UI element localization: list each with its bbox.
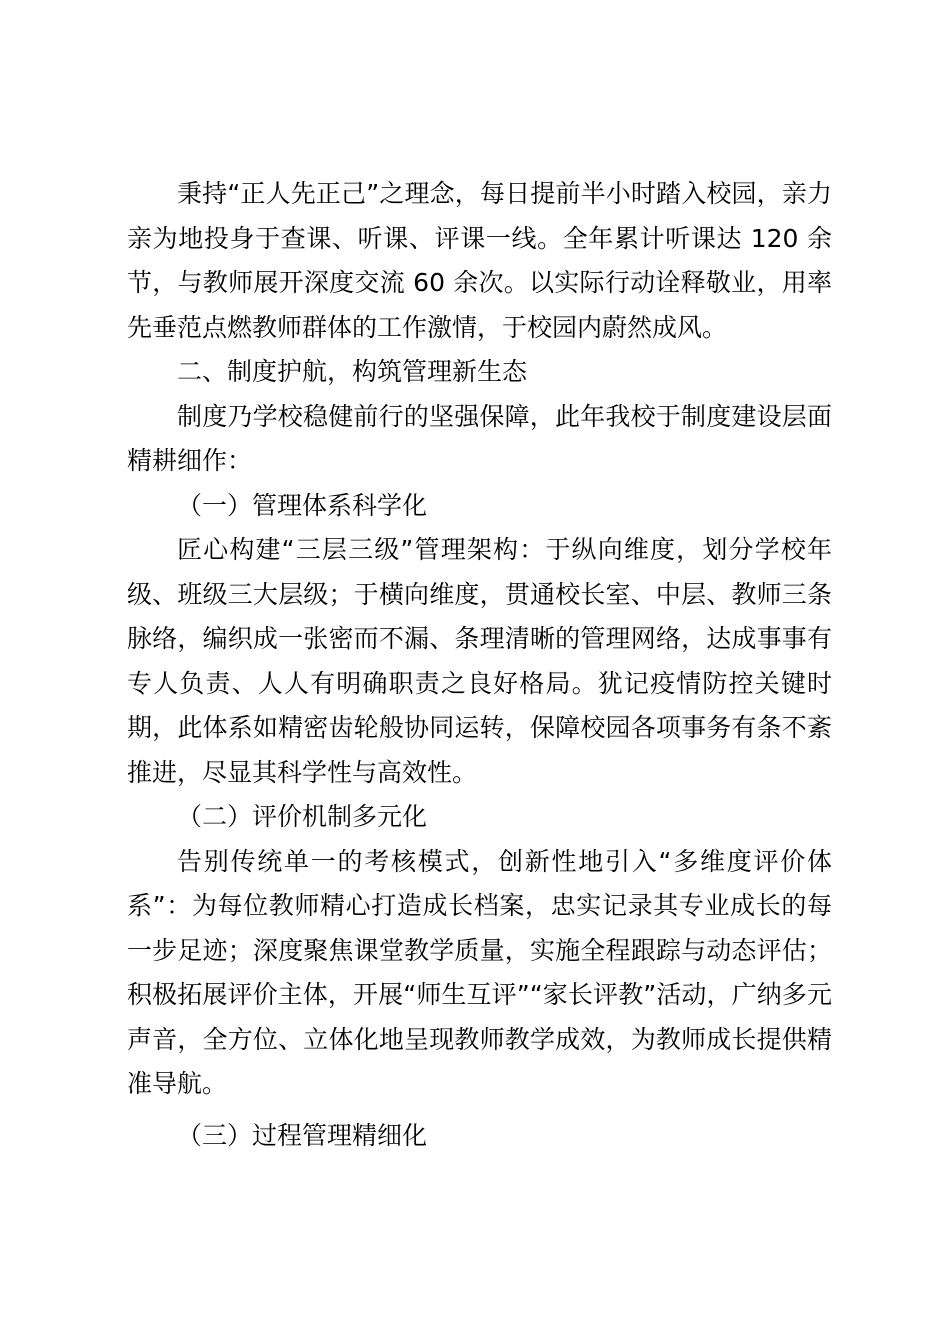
document-body (127, 172, 832, 1158)
subheading-3: （三）过程管理精细化 (177, 1120, 428, 1150)
paragraph-system-intro: 制度乃学校稳健前行的坚强保障，此年我校于制度建设层面精耕细作： (127, 401, 832, 475)
subheading-1: （一）管理体系科学化 (177, 490, 428, 520)
section-heading-2: 二、制度护航，构筑管理新生态 (177, 357, 528, 386)
paragraph-management-system: 匠心构建“三层三级”管理架构：于纵向维度，划分学校年级、班级三大层级；于横向维度，贯通校长室、中层、教师三条脉络，编织成一张密而不漏、条理清晰的管理网络，达成事事有专人负责、人人有明确职责之良好格局。犹记疫情防控关键时期，此体系如精密齿轮般协同运转，保障校园各项事务有条不紊推进，尽显其科学性与高效性。 (127, 535, 832, 787)
paragraph-leadership-example: 秉持“正人先正己”之理念，每日提前半小时踏入校园，亲力亲为地投身于查课、听课、评课一线。全年累计听课达 120 余节，与教师展开深度交流 60 余次。以实际行动诠释敬业，用率先垂范点燃教师群体的工作激情，于校园内蔚然成风。 (127, 179, 832, 342)
paragraph-evaluation: 告别传统单一的考核模式，创新性地引入“多维度评价体系”：为每位教师精心打造成长档案，忠实记录其专业成长的每一步足迹；深度聚焦课堂教学质量，实施全程跟踪与动态评估；积极拓展评价主体，开展“师生互评”“家长评教”活动，广纳多元声音，全方位、立体化地呈现教师教学成效，为教师成长提供精准导航。 (127, 846, 832, 1098)
subheading-2: （二）评价机制多元化 (177, 802, 428, 831)
